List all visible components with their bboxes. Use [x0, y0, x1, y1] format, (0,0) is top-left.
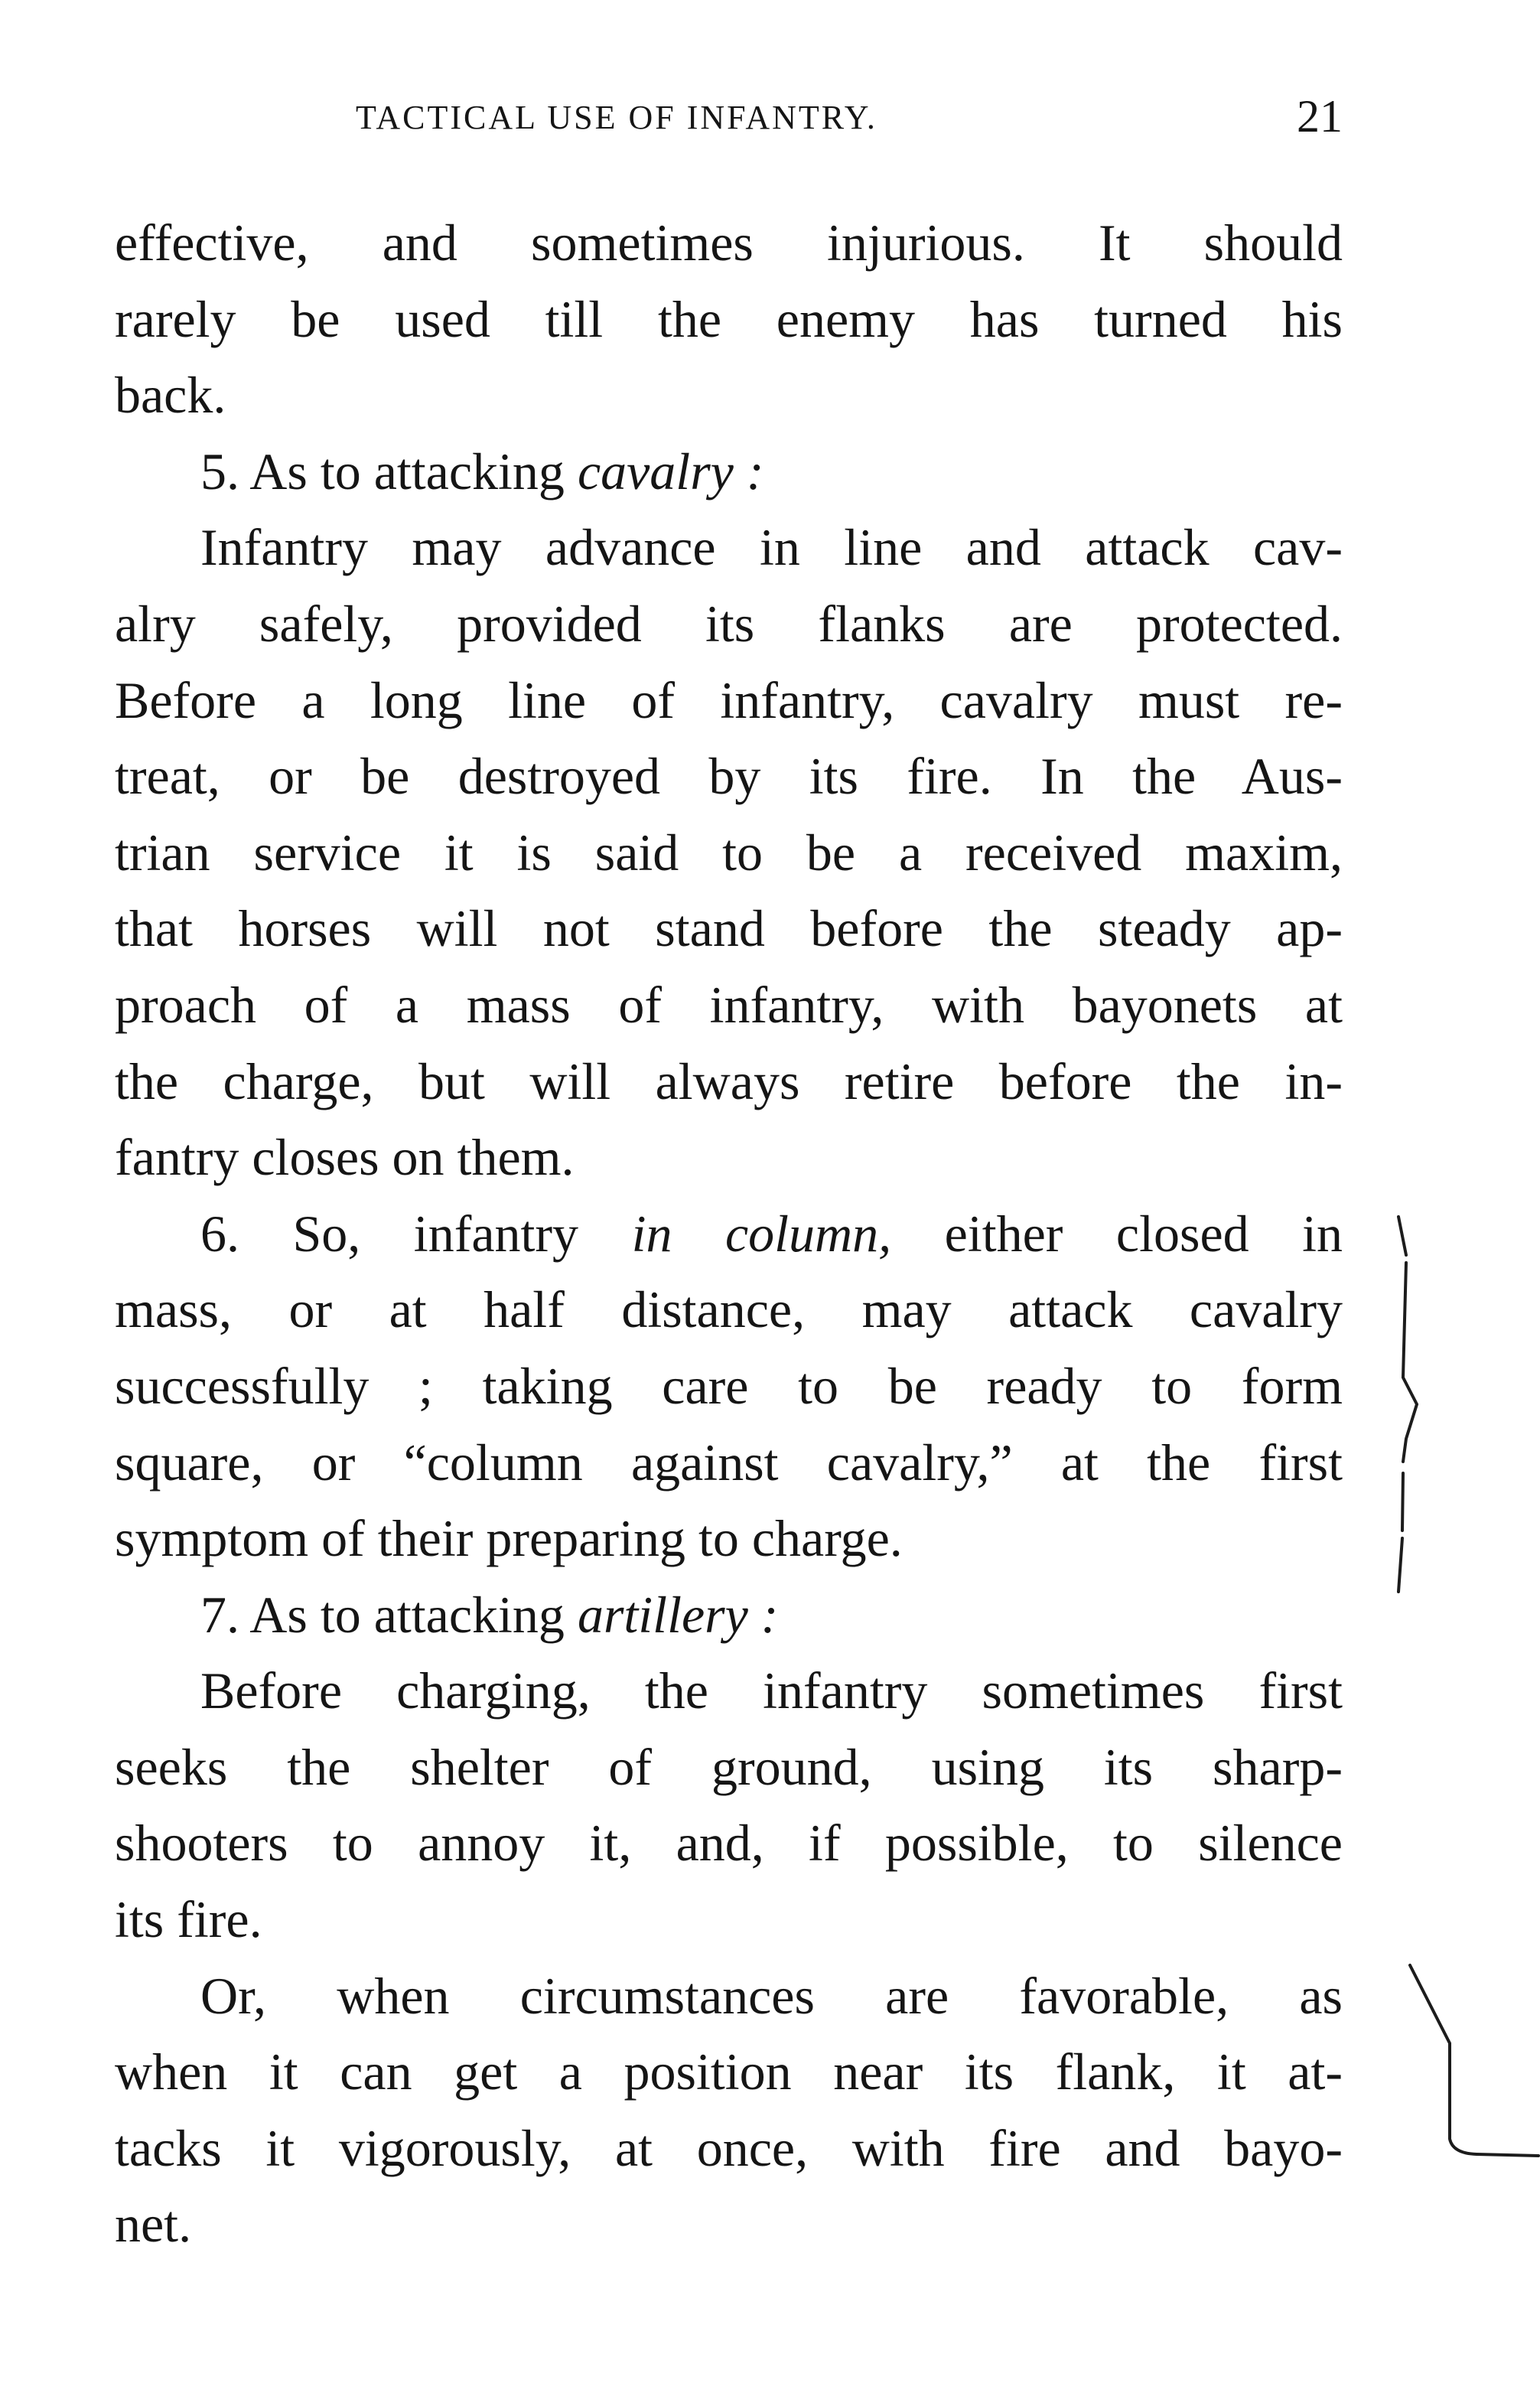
text-line: mass, or at half distance, may attack cavalry: [115, 1280, 1343, 1339]
running-head: [115, 90, 1343, 152]
text-line: treat, or be destroyed by its fire. In the Aus-: [115, 747, 1343, 806]
body-text: [115, 205, 1343, 2263]
section-paragraph-column: [115, 1196, 1343, 1273]
heading-italic: artillery :: [577, 1585, 779, 1644]
paragraph-italic: in column,: [631, 1204, 892, 1263]
text-line: net.: [115, 2195, 192, 2254]
running-title: TACTICAL USE OF INFANTRY.: [356, 99, 877, 136]
text-line: square, or “column against cavalry,” at the first: [115, 1433, 1343, 1492]
text-line: Infantry may advance in line and attack cav-: [200, 518, 1343, 577]
text-line: tacks it vigorously, at once, with fire and bayo-: [115, 2118, 1343, 2177]
text-line: its fire.: [115, 1890, 262, 1949]
text-line: when it can get a position near its flank, it at-: [115, 2042, 1343, 2101]
page-number: 21: [1297, 91, 1343, 142]
text-line: back.: [115, 366, 226, 425]
heading-italic: cavalry :: [577, 442, 764, 500]
section-heading-artillery: [115, 1577, 1343, 1654]
text-line: effective, and sometimes injurious. It should: [115, 214, 1343, 272]
margin-bracket-mark: [1377, 1209, 1438, 1607]
heading-lead: 5. As to attacking: [200, 442, 565, 500]
text-line: seeks the shelter of ground, using its sharp-: [115, 1737, 1343, 1796]
text-line: proach of a mass of infantry, with bayonets at: [115, 975, 1343, 1034]
text-line: that horses will not stand before the steady ap-: [115, 899, 1343, 958]
text-line: Before a long line of infantry, cavalry must re-: [115, 670, 1343, 729]
text-line: alry safely, provided its flanks are protected.: [115, 594, 1343, 653]
section-heading-cavalry: [115, 434, 1343, 510]
text-line: symptom of their preparing to charge.: [115, 1509, 903, 1568]
heading-lead: 7. As to attacking: [200, 1585, 565, 1644]
text-line: fantry closes on them.: [115, 1128, 575, 1187]
text-line: rarely be used till the enemy has turned his: [115, 289, 1343, 348]
text-line: trian service it is said to be a received maxim,: [115, 823, 1343, 882]
paragraph-tail: either closed in: [944, 1204, 1343, 1263]
text-line: Before charging, the infantry sometimes first: [200, 1661, 1343, 1720]
margin-corner-mark: [1404, 1959, 1540, 2166]
text-line: Or, when circumstances are favorable, as: [200, 1966, 1343, 2025]
text-line: shooters to annoy it, and, if possible, to silence: [115, 1814, 1343, 1873]
text-line: the charge, but will always retire before the in-: [115, 1051, 1343, 1110]
text-line: successfully ; taking care to be ready to form: [115, 1356, 1343, 1415]
paragraph-lead: 6. So, infantry: [200, 1204, 579, 1263]
